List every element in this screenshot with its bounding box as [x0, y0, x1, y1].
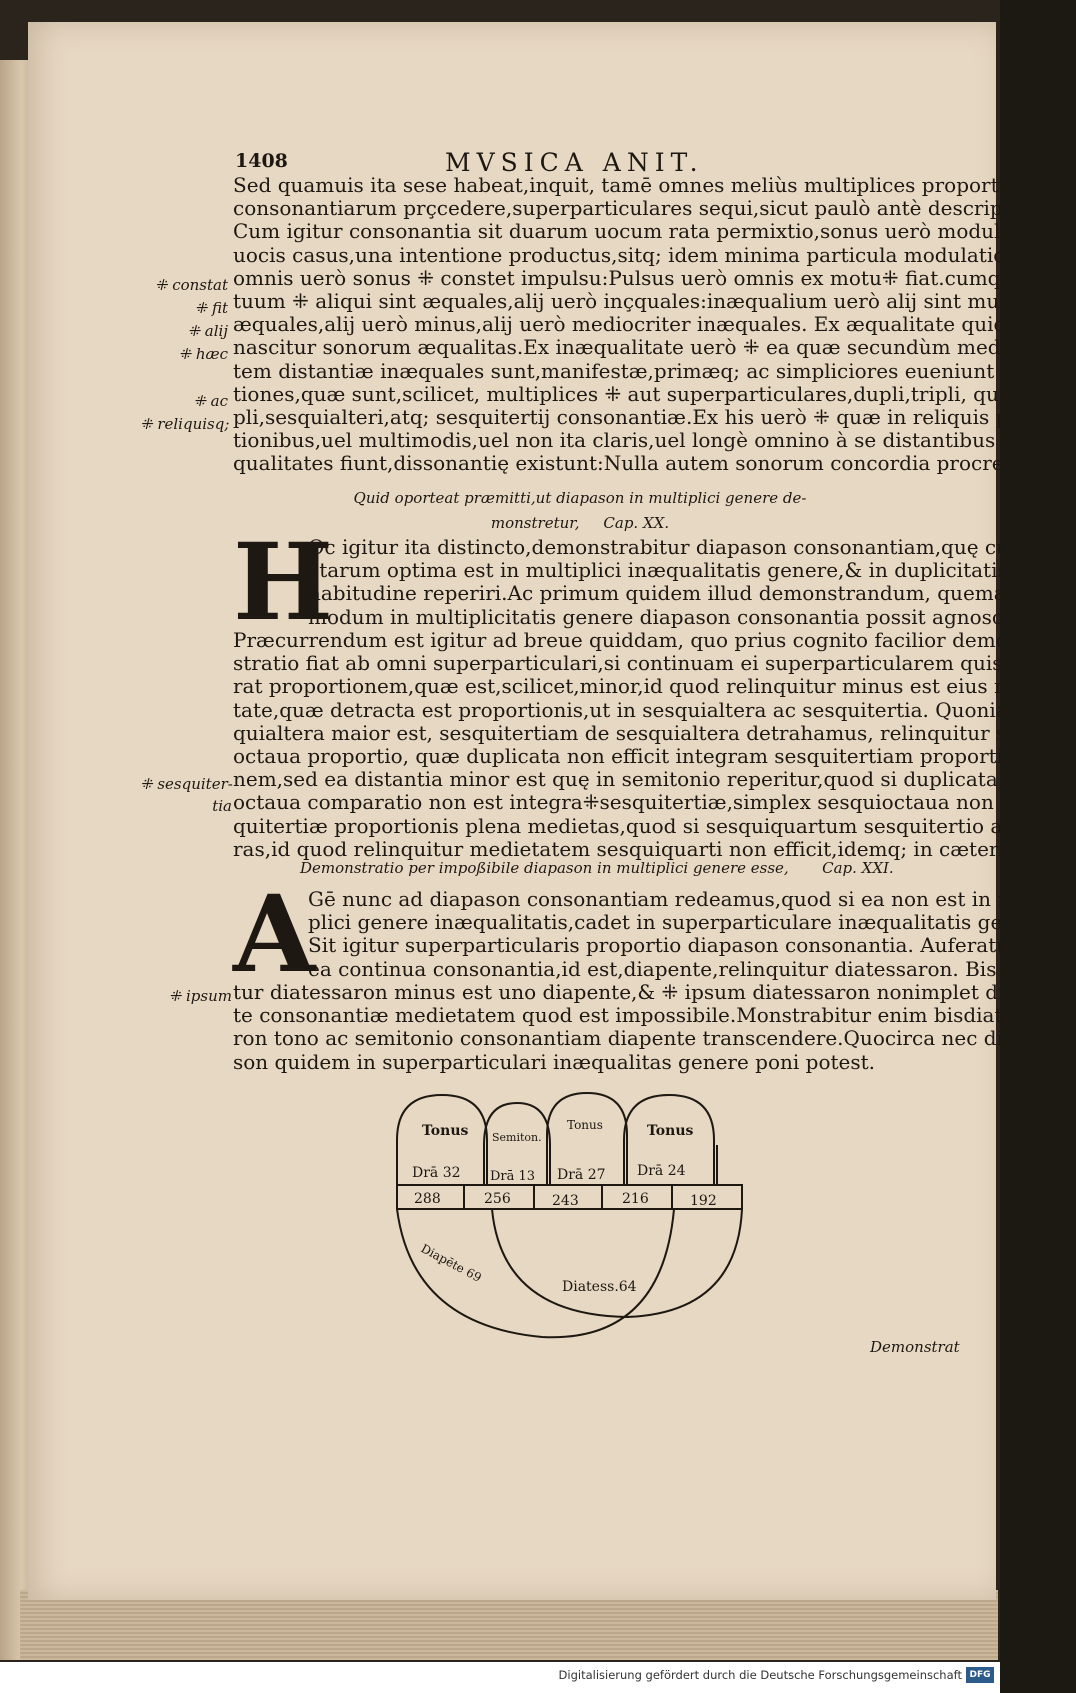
page-stack-edge — [20, 1590, 998, 1660]
margin-note: ⁜ ipsum — [168, 987, 232, 1005]
text-line: Cum igitur consonantia sit duarum uocum rata permixtio,sonus uerò modulatæ — [233, 219, 1040, 244]
text-line: ctarum optima est in multiplici inæqualitatis genere,& in duplicitatis — [308, 558, 1008, 583]
arch-difference: Drā 27 — [557, 1167, 606, 1183]
text-line: tur diatessaron minus est uno diapente,& ⁜ ipsum diatessaron nonimplet diapen — [233, 980, 1054, 1004]
footer-bar — [0, 1662, 1000, 1693]
arch-label: Tonus — [567, 1118, 603, 1132]
text-line: tem distantiæ inæquales sunt,manifestæ,primæq; ac simpliciores eueniunt propor — [233, 358, 1070, 383]
top-paragraph — [233, 173, 1070, 476]
ratio-number: 192 — [690, 1193, 717, 1209]
text-line: te consonantiæ medietatem quod est impossibile.Monstrabitur enim bisdiatessa- — [233, 1003, 1054, 1028]
chapter-21-opening — [308, 887, 1057, 981]
catchword: Demonstrat — [870, 1338, 960, 1356]
ratio-number: 256 — [484, 1191, 511, 1207]
text-line: Præcurrendum est igitur ad breue quiddam, quo prius cognito facilior demon- — [233, 628, 1028, 652]
margin-note: ⁜ alij — [187, 322, 228, 340]
text-line: Oc igitur ita distincto,demonstrabitur diapason consonantiam,quę cun- — [308, 535, 1029, 559]
text-line: quitertiæ proportionis plena medietas,quod si sesquiquartum sesquitertio aufe- — [233, 813, 1042, 838]
margin-note: ⁜ fit — [194, 299, 228, 317]
interval-diagram — [392, 1085, 792, 1345]
text-line: Sit igitur superparticularis proportio diapason consonantia. Auferatur ab — [308, 933, 1050, 958]
text-line: tuum ⁜ aliqui sint æquales,alij uerò inçquales:inæqualium uerò alij sint multo in- — [233, 289, 1059, 314]
drop-capital-a: A — [233, 871, 316, 996]
drop-capital-h: H — [233, 519, 334, 644]
chapter-20-opening — [308, 535, 1029, 629]
lower-label: Diapēte 69 — [418, 1241, 484, 1285]
ratio-number: 216 — [622, 1191, 649, 1207]
text-line: stratio fiat ab omni superparticulari,si continuam ei superparticularem quis aufe- — [233, 651, 1060, 676]
chapter-number: Cap. XX. — [603, 514, 670, 532]
margin-note: ⁜ ac — [193, 392, 228, 410]
arch-difference: Drā 32 — [412, 1165, 461, 1181]
margin-note: ⁜ hæc — [178, 345, 228, 363]
text-line: Sed quamuis ita sese habeat,inquit, tamē omnes meliùs multiplices proportiones — [233, 173, 1053, 197]
margin-note: ⁜ constat — [154, 276, 228, 294]
text-line: ron tono ac semitonio consonantiam diapente transcendere.Quocirca nec diapa- — [233, 1026, 1047, 1051]
margin-note: ⁜ reliquisq; — [140, 415, 230, 433]
text-line: octaua proportio, quæ duplicata non efficit integram sesquitertiam proportio- — [233, 744, 1022, 769]
arch-label: Semiton. — [492, 1131, 542, 1144]
arch-difference: Drā 24 — [637, 1163, 686, 1179]
ratio-number: 288 — [414, 1191, 441, 1207]
chapter-20-heading — [330, 486, 830, 536]
text-line: quialtera maior est, sesquitertiam de sesquialtera detrahamus, relinquitur sesqui- — [233, 720, 1068, 745]
text-line: nascitur sonorum æqualitas.Ex inæqualitate uerò ⁜ ea quæ secundùm mediocrita — [233, 335, 1067, 360]
text-line: nem,sed ea distantia minor est quę in semitonio reperitur,quod si duplicata sesqui- — [233, 767, 1076, 792]
text-line: plici genere inæqualitatis,cadet in superparticulare inæqualitatis genus. — [308, 910, 1045, 935]
page-number: 1408 — [235, 150, 288, 172]
text-line: consonantiarum prçcedere,superparticulares sequi,sicut paulò antè descripsimus. — [233, 196, 1068, 221]
text-line: modum in multiplicitatis genere diapason consonantia possit agnosci. — [308, 604, 1016, 629]
lower-label: Diatess.64 — [562, 1279, 637, 1295]
dfg-logo: DFG — [966, 1667, 994, 1683]
arch-difference: Drā 13 — [490, 1169, 536, 1184]
text-line: rat proportionem,quæ est,scilicet,minor,id quod relinquitur minus est eius medie — [233, 674, 1056, 699]
chapter-20-body — [233, 628, 1076, 861]
margin-note: ⁜ sesquiter- — [140, 775, 233, 793]
text-line: omnis uerò sonus ⁜ constet impulsu:Pulsus uerò omnis ex motu⁜ fiat.cumq; mo/ — [233, 265, 1052, 290]
running-title: MVSICA ANIT. — [445, 148, 704, 177]
text-line: son quidem in superparticulari inæqualitas genere poni potest. — [233, 1049, 876, 1074]
text-line: qualitates fiunt,dissonantię existunt:Nulla autem sonorum concordia procreatur — [233, 451, 1047, 476]
text-line: tionibus,uel multimodis,uel non ita claris,uel longè omnino à se distantibus inæ- — [233, 428, 1047, 453]
text-line: habitudine reperiri.Ac primum quidem illud demonstrandum, quemad/ — [308, 581, 1026, 606]
arch-label: Tonus — [647, 1123, 694, 1139]
chapter-heading-line: Quid oporteat præmitti,ut diapason in multiplici genere de- — [353, 489, 807, 507]
arch-label: Tonus — [422, 1123, 469, 1139]
text-line: Gē nunc ad diapason consonantiam redeamus,quod si ea non est in multi- — [308, 887, 1057, 911]
text-line: tate,quæ detracta est proportionis,ut in sesquialtera ac sesquitertia. Quoniam ses- — [233, 697, 1073, 722]
funding-notice: Digitalisierung gefördert durch die Deutsche Forschungsgemeinschaft — [558, 1668, 962, 1682]
text-line: tiones,quæ sunt,scilicet, multiplices ⁜ aut superparticulares,dupli,tripli, quadru- — [233, 381, 1053, 406]
diatessaron-arc — [492, 1209, 742, 1317]
ratio-number: 243 — [552, 1193, 579, 1209]
chapter-21-heading: Demonstratio per impoßibile diapason in multiplici genere esse, Cap. XXI. — [300, 859, 894, 877]
chapter-heading-line: monstretur, Cap. XX. — [490, 514, 670, 532]
text-line: pli,sesquialteri,atq; sesquitertij consonantiæ.Ex his uerò ⁜ quæ in reliquis propor — [233, 405, 1065, 430]
text-line: ras,id quod relinquitur medietatem sesquiquarti non efficit,idemq; in cæteris. — [233, 836, 1022, 861]
diapente-arc — [397, 1209, 674, 1337]
chapter-number: Cap. XXI. — [822, 859, 894, 877]
text-line: ea continua consonantia,id est,diapente,relinquitur diatessaron. Bis igi- — [308, 956, 1036, 981]
text-line: uocis casus,una intentione productus,sitq; idem minima particula modulationis, — [233, 242, 1042, 267]
margin-note: tia — [212, 797, 232, 815]
chapter-21-body — [233, 980, 1054, 1074]
text-line: æquales,alij uerò minus,alij uerò mediocriter inæquales. Ex æqualitate quidem — [233, 312, 1038, 337]
text-line: octaua comparatio non est integra⁜sesquitertiæ,simplex sesquioctaua non est ses- — [233, 790, 1076, 815]
